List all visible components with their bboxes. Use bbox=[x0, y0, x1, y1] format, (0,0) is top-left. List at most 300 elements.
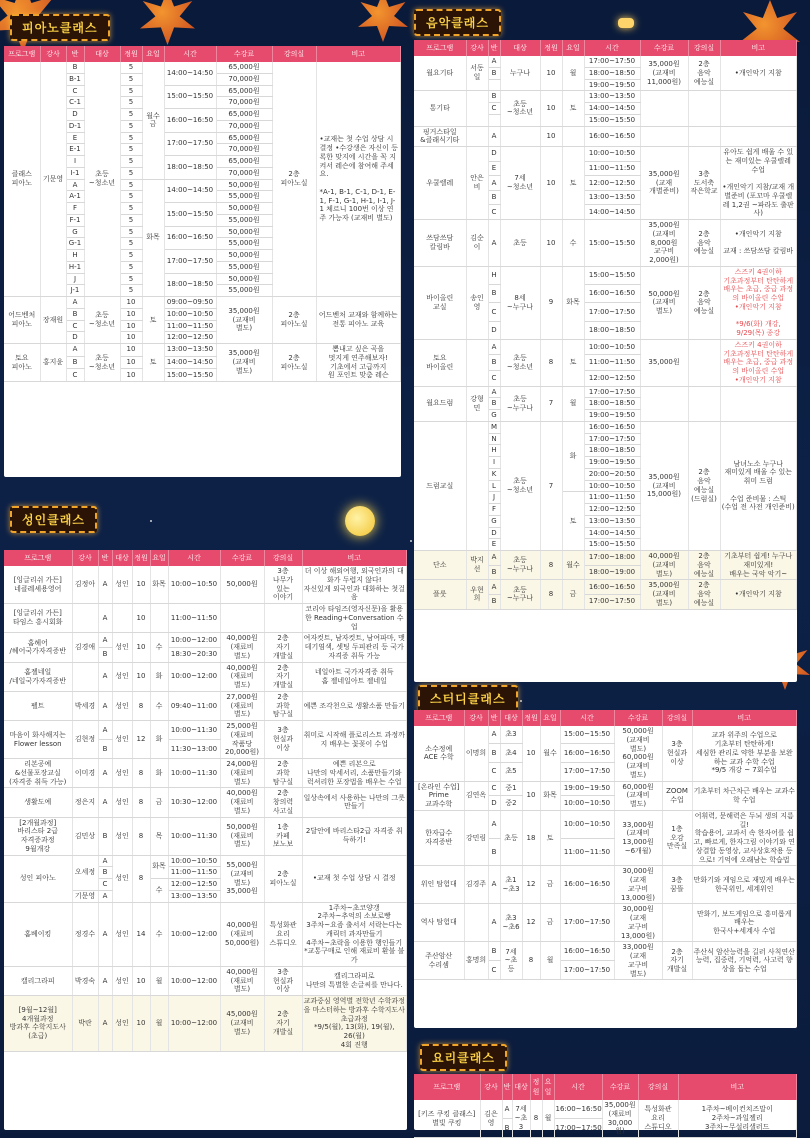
col-header: 요일 bbox=[542, 1074, 554, 1100]
col-header: 정원 bbox=[530, 1074, 542, 1100]
music-class-title: 음악클래스 bbox=[414, 9, 501, 36]
capacity: 5 bbox=[120, 167, 142, 179]
capacity: 8 bbox=[132, 855, 150, 902]
fee: 50,000원 bbox=[216, 250, 272, 262]
note: 남녀노소 누구나 재미있게 배울 수 있는 취미 드럼 수업 준비물 : 스틱 (수업 전 사전 개인준비) bbox=[720, 421, 797, 550]
target: 성인 bbox=[112, 788, 132, 817]
time: 11:00~11:50 bbox=[168, 867, 220, 879]
time: 13:00~13:50 bbox=[584, 91, 640, 103]
fee: 50,000원 (재료비 별도) bbox=[220, 817, 264, 855]
teacher-name: 정은지 bbox=[72, 788, 98, 817]
time: 17:00~18:00 bbox=[584, 551, 640, 566]
capacity: 14 bbox=[132, 902, 150, 966]
col-header: 반 bbox=[66, 46, 84, 62]
room: 3층 꿈뜰 bbox=[662, 866, 692, 904]
teacher-name: 서동일 bbox=[466, 56, 488, 91]
table-row bbox=[4, 996, 407, 1052]
time: 16:00~16:50 bbox=[164, 226, 216, 250]
time: 13:00~13:50 bbox=[584, 515, 640, 527]
fee: 35,000원 (교재비 15,000원) bbox=[640, 421, 688, 550]
time: 17:00~17:50 bbox=[554, 1118, 602, 1137]
col-header: 비고 bbox=[302, 550, 407, 566]
col-header: 정원 bbox=[522, 710, 540, 726]
class-code: A bbox=[98, 566, 112, 604]
target: 성인 bbox=[112, 817, 132, 855]
fee: 65,000원 bbox=[216, 132, 272, 144]
capacity: 10 bbox=[540, 220, 562, 267]
capacity: 5 bbox=[120, 261, 142, 273]
col-header: 수강료 bbox=[602, 1074, 638, 1100]
class-code: A bbox=[98, 759, 112, 788]
capacity: 8 bbox=[540, 580, 562, 609]
col-header: 요일 bbox=[540, 710, 560, 726]
capacity: 5 bbox=[120, 226, 142, 238]
teacher-name: 기문영 bbox=[72, 890, 98, 902]
time: 11:30~13:00 bbox=[168, 740, 220, 759]
program-name: 단소 bbox=[414, 551, 466, 580]
class-code: A bbox=[98, 633, 112, 648]
time: 18:00~18:50 bbox=[164, 156, 216, 180]
col-header: 정원 bbox=[132, 550, 150, 566]
class-code: A bbox=[488, 551, 500, 566]
day: 수 bbox=[150, 879, 168, 903]
class-code bbox=[488, 114, 500, 126]
teacher-name: 장재원 bbox=[40, 297, 66, 344]
star-decoration bbox=[410, 540, 412, 542]
teacher-name: 이명희 bbox=[464, 726, 488, 781]
program-name: 플룻 bbox=[414, 580, 466, 609]
col-header: 수강료 bbox=[220, 550, 264, 566]
class-code: A bbox=[98, 902, 112, 966]
class-code: B bbox=[488, 744, 500, 763]
capacity: 10 bbox=[120, 356, 142, 369]
col-header: 요일 bbox=[150, 550, 168, 566]
col-header: 요일 bbox=[562, 40, 584, 56]
fee: 35,000원 (교재비 별도) bbox=[216, 344, 272, 382]
maple-leaf-decoration bbox=[358, 0, 408, 42]
program-name: 우쿨렐레 bbox=[414, 147, 466, 220]
target: 성인 bbox=[112, 662, 132, 691]
fee: 50,000원 bbox=[216, 273, 272, 285]
capacity: 5 bbox=[120, 132, 142, 144]
capacity: 5 bbox=[120, 203, 142, 215]
time: 17:00~17:50 bbox=[584, 56, 640, 67]
capacity: 5 bbox=[120, 73, 142, 85]
time: 15:00~15:50 bbox=[164, 85, 216, 109]
capacity: 10 bbox=[540, 126, 562, 147]
capacity: 12 bbox=[132, 721, 150, 759]
class-code: A bbox=[66, 179, 84, 191]
table-row bbox=[4, 759, 407, 788]
day: 월 bbox=[150, 996, 168, 1052]
fee: 70,000원 bbox=[216, 144, 272, 156]
room: 2층 음악 예능실 (드럼실) bbox=[688, 421, 720, 550]
note: 네일아트 국가자격증 취득 홈 젤네일아트 젤네일 bbox=[302, 662, 407, 691]
note: 교과중심 영역별 전학년 수학과정을 마스터하는 방과후 수학지도사 초급과정 *9/5(월), 13(화), 19(월), 26(월) 4회 진행 bbox=[302, 996, 407, 1052]
fee bbox=[640, 386, 688, 421]
capacity: 10 bbox=[120, 308, 142, 320]
table-row bbox=[414, 781, 797, 796]
time: 11:00~11:50 bbox=[168, 604, 220, 633]
target: 중1 bbox=[500, 781, 522, 796]
program-name: 홈헤어 /헤어국가자격증반 bbox=[4, 633, 72, 662]
day: 토 bbox=[562, 91, 584, 126]
class-code: H-1 bbox=[66, 261, 84, 273]
teacher-name bbox=[466, 339, 488, 386]
table-row bbox=[4, 817, 407, 855]
class-code: B bbox=[488, 355, 500, 371]
program-name: 핑거스타일 &클래식기타 bbox=[414, 126, 466, 147]
fee: 55,000원 bbox=[216, 285, 272, 297]
time: 10:00~11:30 bbox=[168, 721, 220, 740]
fee: 25,000원 (재료비 작품당 20,000원) bbox=[220, 721, 264, 759]
teacher-name: 송인영 bbox=[466, 266, 488, 339]
room: 1층 카페 보노보 bbox=[264, 817, 302, 855]
class-code: C bbox=[488, 205, 500, 220]
class-code: C bbox=[488, 303, 500, 321]
program-name: 역사 탐험대 bbox=[414, 904, 464, 942]
fee: 45,000원 (교재비 별도) bbox=[220, 996, 264, 1052]
table-row bbox=[414, 904, 797, 942]
class-code: C bbox=[66, 85, 84, 97]
teacher-name: 박란 bbox=[72, 996, 98, 1052]
class-code: A bbox=[66, 344, 84, 357]
class-code: B bbox=[98, 647, 112, 662]
room: 2층 음악 예능실 bbox=[688, 220, 720, 267]
day: 수 bbox=[150, 633, 168, 662]
class-code: M bbox=[488, 421, 500, 433]
class-code: A bbox=[98, 890, 112, 902]
program-name: 클래스 피아노 bbox=[4, 62, 40, 297]
col-header: 반 bbox=[98, 550, 112, 566]
adult-class-title: 성인클래스 bbox=[10, 506, 97, 533]
fee: 50,000원 bbox=[220, 566, 264, 604]
col-header: 반 bbox=[502, 1074, 512, 1100]
note: 1주차~베이컨치즈말이 2주차~과일젤리 3주차~무설리샐러드 bbox=[678, 1100, 797, 1138]
cooking-class-table bbox=[414, 1074, 797, 1136]
time: 11:00~11:50 bbox=[584, 355, 640, 371]
capacity: 10 bbox=[120, 320, 142, 332]
table-row bbox=[4, 788, 407, 817]
teacher-name: 박세경 bbox=[72, 691, 98, 720]
time: 15:00~15:50 bbox=[584, 539, 640, 551]
fee: 50,000원 (교재비 별도) bbox=[640, 266, 688, 339]
time: 10:00~11:30 bbox=[168, 759, 220, 788]
col-header: 강의실 bbox=[662, 710, 692, 726]
class-code: B bbox=[488, 67, 500, 79]
day: 목 bbox=[150, 817, 168, 855]
day: 금 bbox=[540, 904, 560, 942]
class-code: A bbox=[488, 56, 500, 67]
time: 16:00~16:50 bbox=[584, 285, 640, 303]
table-row bbox=[414, 580, 797, 595]
capacity: 5 bbox=[120, 109, 142, 121]
capacity: 5 bbox=[120, 191, 142, 203]
class-code: A bbox=[98, 721, 112, 740]
target: 초등 ~청소년 bbox=[84, 297, 120, 344]
time: 16:00~16:50 bbox=[584, 580, 640, 595]
time: 10:00~12:00 bbox=[168, 902, 220, 966]
time: 17:00~17:50 bbox=[584, 303, 640, 321]
capacity: 8 bbox=[540, 551, 562, 580]
class-code bbox=[488, 79, 500, 91]
class-code: B bbox=[488, 838, 500, 866]
time: 16:00~16:50 bbox=[584, 421, 640, 433]
fee: 65,000원 bbox=[216, 156, 272, 168]
fee: 60,000원 (교재비 별도) bbox=[614, 781, 662, 810]
day: 토 bbox=[562, 339, 584, 386]
time: 15:00~15:50 bbox=[584, 220, 640, 267]
capacity: 9 bbox=[540, 266, 562, 339]
program-name: 홈베이킹 bbox=[4, 902, 72, 966]
teacher-name: 김연옥 bbox=[464, 781, 488, 810]
target bbox=[112, 604, 132, 633]
target: 성인 bbox=[112, 966, 132, 995]
class-code: J-1 bbox=[66, 285, 84, 297]
fee bbox=[640, 91, 688, 126]
capacity: 10 bbox=[132, 604, 150, 633]
program-name: 위인 탐험대 bbox=[414, 866, 464, 904]
fee: 55,000원 bbox=[216, 261, 272, 273]
capacity: 10 bbox=[132, 966, 150, 995]
teacher-name: 기문영 bbox=[40, 62, 66, 297]
time: 16:00~16:50 bbox=[554, 1100, 602, 1118]
fee: 33,000원 (교재비 13,000원 ~6개월) bbox=[614, 810, 662, 866]
target bbox=[500, 126, 540, 147]
program-name: 드럼교실 bbox=[414, 421, 466, 550]
class-code: A bbox=[488, 904, 500, 942]
col-header: 강의실 bbox=[272, 46, 316, 62]
fee: 35,000원 (재료비 30,000원) bbox=[602, 1100, 638, 1138]
fee: 50,000원 bbox=[216, 179, 272, 191]
day: 월 bbox=[562, 386, 584, 421]
class-code: A bbox=[488, 726, 500, 744]
day: 수 bbox=[562, 220, 584, 267]
program-name: 바이올린 교실 bbox=[414, 266, 466, 339]
col-header: 대상 bbox=[500, 710, 522, 726]
room bbox=[688, 91, 720, 126]
program-name: [키즈 쿠킹 클래스] 별빛 쿠킹 bbox=[414, 1100, 480, 1138]
capacity: 10 bbox=[132, 662, 150, 691]
time: 19:00~19:50 bbox=[560, 781, 614, 796]
table-row bbox=[4, 344, 401, 357]
program-name: 토요 바이올린 bbox=[414, 339, 466, 386]
note: 캘리그라피로 나만의 특별한 손글씨를 만나다. bbox=[302, 966, 407, 995]
day: 월수 bbox=[540, 726, 560, 781]
class-code: G bbox=[488, 515, 500, 527]
target: 성인 bbox=[112, 759, 132, 788]
table-row bbox=[414, 386, 797, 398]
program-name: [온라인 수업] Prime 교과수학 bbox=[414, 781, 464, 810]
moon-decoration bbox=[345, 506, 375, 536]
table-row bbox=[414, 551, 797, 566]
col-header: 강의실 bbox=[264, 550, 302, 566]
col-header: 시간 bbox=[554, 1074, 602, 1100]
time: 18:00~19:00 bbox=[584, 565, 640, 580]
note: 예쁜 리본으로 나만의 악세서리, 소품만들기와 럭셔리한 포장법을 배우는 수업 bbox=[302, 759, 407, 788]
teacher-name: 홍명희 bbox=[464, 942, 488, 980]
note: 스즈키 4권이하 기초과정부터 탄탄하게배우는 초급, 중급 과정의 바이올린 수업 •개인악기 지참 *9/6(화) 개강, 9/29(목) 종강 bbox=[720, 266, 797, 339]
col-header: 반 bbox=[488, 710, 500, 726]
time: 19:00~19:50 bbox=[584, 79, 640, 91]
music-class-table bbox=[414, 40, 797, 682]
time: 12:00~12:50 bbox=[164, 332, 216, 344]
program-name: 펠트 bbox=[4, 691, 72, 720]
note: •개인악기 지참 bbox=[720, 580, 797, 609]
capacity: 18 bbox=[522, 810, 540, 866]
program-name: 쓰담쓰담 칼림바 bbox=[414, 220, 466, 267]
class-code: A bbox=[98, 788, 112, 817]
fee: 55,000원 bbox=[216, 238, 272, 250]
class-code: H bbox=[66, 250, 84, 262]
capacity: 5 bbox=[120, 179, 142, 191]
room: 2층 자기 개발실 bbox=[264, 996, 302, 1052]
day: 화목 bbox=[540, 781, 560, 810]
capacity: 5 bbox=[120, 214, 142, 226]
adult-class-table bbox=[4, 550, 407, 1130]
time: 10:00~10:50 bbox=[560, 796, 614, 811]
col-header: 강사 bbox=[40, 46, 66, 62]
fee: 50,000원 bbox=[216, 203, 272, 215]
col-header: 프로그램 bbox=[4, 550, 72, 566]
teacher-name: 김은영 bbox=[480, 1100, 502, 1138]
teacher-name: 오세정 bbox=[72, 855, 98, 890]
target: 초등 ~누구나 bbox=[500, 551, 540, 580]
day: 월 bbox=[540, 942, 560, 980]
class-code: D-1 bbox=[66, 120, 84, 132]
target: 초3 ~초6 bbox=[500, 904, 522, 942]
time: 10:00~12:00 bbox=[168, 966, 220, 995]
col-header: 프로그램 bbox=[414, 710, 464, 726]
note: 더 이상 해외여행, 외국인과의 대화가 두렵지 않다! 자신있게 외국인과 대화하는 첫걸음 bbox=[302, 566, 407, 604]
target: 성인 bbox=[112, 855, 132, 902]
teacher-name: 김현정 bbox=[72, 721, 98, 759]
class-code: C bbox=[66, 320, 84, 332]
fee: 40,000원 (재료비 50,000원) bbox=[220, 902, 264, 966]
teacher-name bbox=[72, 662, 98, 691]
class-code: B bbox=[488, 190, 500, 205]
fee bbox=[220, 604, 264, 633]
time: 16:00~16:50 bbox=[560, 744, 614, 763]
room: 3층 나무가 있는 이야기 bbox=[264, 566, 302, 604]
day: 화 bbox=[150, 662, 168, 691]
capacity: 8 bbox=[530, 1100, 542, 1138]
fee: 70,000원 bbox=[216, 167, 272, 179]
day bbox=[562, 126, 584, 147]
room: 2층 음악 예능실 bbox=[688, 56, 720, 91]
class-code: C bbox=[66, 369, 84, 382]
table-row bbox=[414, 91, 797, 103]
program-name: 월요드럼 bbox=[414, 386, 466, 421]
class-code: A bbox=[488, 220, 500, 267]
fee: 35,000원 (교재비 별도) bbox=[640, 580, 688, 609]
time: 14:00~14:50 bbox=[164, 62, 216, 85]
day: 월수 bbox=[562, 551, 584, 580]
class-code: E bbox=[488, 539, 500, 551]
class-code: E bbox=[66, 132, 84, 144]
time: 09:40~11:00 bbox=[168, 691, 220, 720]
note: 스즈키 4권이하 기초과정부터 탄탄하게배우는 초급, 중급 과정의 바이올린 수업 •개인악기 지참 bbox=[720, 339, 797, 386]
target: 성인 bbox=[112, 721, 132, 759]
class-code: B bbox=[98, 867, 112, 879]
target: 누구나 bbox=[500, 56, 540, 91]
day: 수 bbox=[150, 902, 168, 966]
time: 20:00~20:50 bbox=[584, 468, 640, 480]
capacity: 10 bbox=[132, 996, 150, 1052]
time: 14:00~14:50 bbox=[584, 527, 640, 539]
time: 15:00~15:50 bbox=[560, 726, 614, 744]
teacher-name: 김민상 bbox=[72, 817, 98, 855]
class-code: A bbox=[98, 966, 112, 995]
table-row bbox=[4, 633, 407, 648]
col-header: 강사 bbox=[466, 40, 488, 56]
table-row bbox=[414, 56, 797, 67]
day: 수 bbox=[150, 691, 168, 720]
capacity: 8 bbox=[522, 942, 540, 980]
note: 2달안에 바리스타2급 자격증 취득하기! bbox=[302, 817, 407, 855]
teacher-name: 김순이 bbox=[466, 220, 488, 267]
col-header: 시간 bbox=[584, 40, 640, 56]
room: 2층 과학 탐구실 bbox=[264, 691, 302, 720]
time: 14:00~14:50 bbox=[164, 179, 216, 203]
table-row bbox=[414, 421, 797, 433]
time: 15:00~15:50 bbox=[584, 266, 640, 284]
note: 취미로 시작해 플로리스트 과정까지 배우는 꽃꽂이 수업 bbox=[302, 721, 407, 759]
day: 토 bbox=[540, 810, 560, 866]
teacher-name: 김정아 bbox=[72, 566, 98, 604]
capacity: 10 bbox=[522, 726, 540, 781]
capacity: 7 bbox=[540, 421, 562, 550]
room bbox=[688, 126, 720, 147]
table-row bbox=[414, 266, 797, 284]
room: 1층 오감 만족실 bbox=[662, 810, 692, 866]
class-code: C bbox=[488, 781, 500, 796]
fee: 50,000원 (교재비 별도) 60,000원 (교재비 별도) bbox=[614, 726, 662, 781]
fee: 55,000원 (교재비 별도) 35,000원 bbox=[220, 855, 264, 902]
time: 18:00~18:50 bbox=[164, 273, 216, 297]
program-name: 토요 피아노 bbox=[4, 344, 40, 382]
col-header: 대상 bbox=[512, 1074, 530, 1100]
class-code: B bbox=[66, 308, 84, 320]
table-row bbox=[414, 942, 797, 961]
note: 만화기와 게임으로 재밌게 배우는 한국위인, 세계위인 bbox=[692, 866, 797, 904]
time: 16:00~16:50 bbox=[164, 109, 216, 133]
class-code: C bbox=[98, 879, 112, 891]
class-code: G bbox=[66, 226, 84, 238]
teacher-name bbox=[72, 604, 98, 633]
fee: 35,000원 (교재비 별도) bbox=[216, 297, 272, 344]
fee: 55,000원 bbox=[216, 214, 272, 226]
day: 화목 bbox=[142, 179, 164, 297]
class-code: I bbox=[488, 457, 500, 469]
target: 8세 ~누구나 bbox=[500, 266, 540, 339]
note: 어드벤처 교재와 함께하는 전통 피아노 교육 bbox=[316, 297, 401, 344]
capacity: 5 bbox=[120, 285, 142, 297]
capacity: 10 bbox=[120, 297, 142, 309]
col-header: 강의실 bbox=[638, 1074, 678, 1100]
time: 10:00~10:50 bbox=[584, 339, 640, 355]
room: 2층 창의력 사고실 bbox=[264, 788, 302, 817]
table-row bbox=[4, 604, 407, 633]
time: 10:00~10:50 bbox=[560, 810, 614, 838]
col-header: 시간 bbox=[164, 46, 216, 62]
day: 토 bbox=[562, 147, 584, 220]
class-code: D bbox=[488, 321, 500, 339]
room bbox=[688, 339, 720, 386]
capacity: 10 bbox=[540, 91, 562, 126]
fee: 50,000원 bbox=[216, 226, 272, 238]
room: 2층 피아노실 bbox=[272, 297, 316, 344]
